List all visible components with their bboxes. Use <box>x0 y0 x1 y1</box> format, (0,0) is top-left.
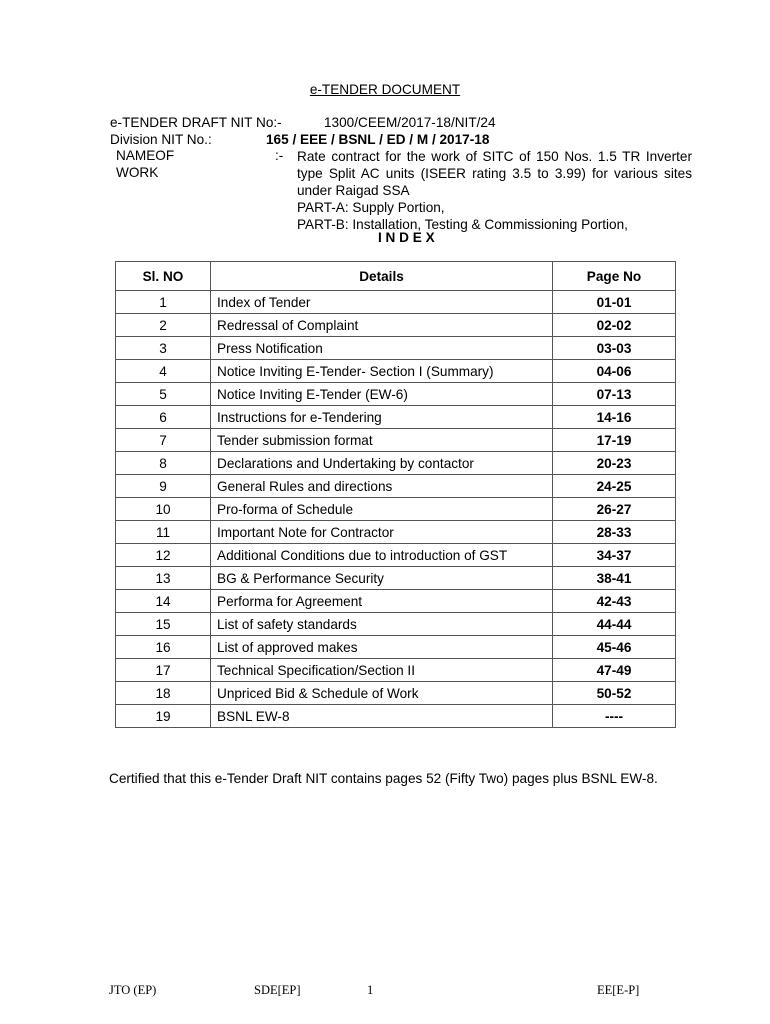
cell-page-no: 34-37 <box>553 544 676 567</box>
table-row <box>116 613 676 636</box>
cell-details: Index of Tender <box>211 291 553 314</box>
cell-details: Notice Inviting E-Tender (EW-6) <box>211 383 553 406</box>
cell-sl-no: 10 <box>116 498 211 521</box>
cell-sl-no: 1 <box>116 291 211 314</box>
cell-sl-no: 13 <box>116 567 211 590</box>
cell-page-no: 38-41 <box>553 567 676 590</box>
index-table-body <box>116 291 676 728</box>
cell-sl-no: 14 <box>116 590 211 613</box>
work-line: under Raigad SSA <box>297 183 410 198</box>
table-row <box>116 475 676 498</box>
table-row <box>116 705 676 728</box>
table-row <box>116 636 676 659</box>
cell-sl-no: 19 <box>116 705 211 728</box>
cell-details: Unpriced Bid & Schedule of Work <box>211 682 553 705</box>
cell-sl-no: 7 <box>116 429 211 452</box>
cell-page-no: 28-33 <box>553 521 676 544</box>
table-row <box>116 567 676 590</box>
table-row <box>116 498 676 521</box>
cell-page-no: ---- <box>553 705 676 728</box>
cell-page-no: 45-46 <box>553 636 676 659</box>
work-line: PART-A: Supply Portion, <box>297 200 445 215</box>
cell-details: Notice Inviting E-Tender- Section I (Summary) <box>211 360 553 383</box>
table-row <box>116 521 676 544</box>
cell-sl-no: 2 <box>116 314 211 337</box>
index-table <box>115 261 676 728</box>
cell-sl-no: 16 <box>116 636 211 659</box>
cell-page-no: 03-03 <box>553 337 676 360</box>
header-sl-no: Sl. NO <box>116 262 211 291</box>
cell-sl-no: 17 <box>116 659 211 682</box>
work-line: type Split AC units (ISEER rating 3.5 to 3.99) for various sites <box>297 166 692 181</box>
nit-value: 1300/CEEM/2017-18/NIT/24 <box>324 115 496 130</box>
cell-sl-no: 12 <box>116 544 211 567</box>
footer-jto: JTO (EP) <box>109 983 157 997</box>
header-details: Details <box>211 262 553 291</box>
table-row <box>116 590 676 613</box>
cell-sl-no: 15 <box>116 613 211 636</box>
work-line: Rate contract for the work of SITC of 150 Nos. 1.5 TR Inverter <box>297 149 692 164</box>
cell-details: List of approved makes <box>211 636 553 659</box>
footer-ee: EE[E-P] <box>597 983 640 997</box>
index-heading: I N D E X <box>378 230 435 245</box>
cell-page-no: 07-13 <box>553 383 676 406</box>
cell-page-no: 04-06 <box>553 360 676 383</box>
cell-details: Important Note for Contractor <box>211 521 553 544</box>
index-table-header <box>116 262 676 291</box>
cell-page-no: 17-19 <box>553 429 676 452</box>
division-label: Division NIT No.: <box>110 132 212 147</box>
work-line: PART-B: Installation, Testing & Commissioning Portion, <box>297 217 628 232</box>
cell-details: BSNL EW-8 <box>211 705 553 728</box>
cell-sl-no: 18 <box>116 682 211 705</box>
name-of-work-separator: :- <box>275 148 284 163</box>
cell-page-no: 01-01 <box>553 291 676 314</box>
cell-details: BG & Performance Security <box>211 567 553 590</box>
name-of-work-label-line2: WORK <box>116 165 159 180</box>
cell-page-no: 26-27 <box>553 498 676 521</box>
footer-page-number: 1 <box>367 983 374 997</box>
division-value: 165 / EEE / BSNL / ED / M / 2017-18 <box>266 132 490 147</box>
table-row <box>116 659 676 682</box>
cell-sl-no: 8 <box>116 452 211 475</box>
cell-page-no: 24-25 <box>553 475 676 498</box>
table-row <box>116 383 676 406</box>
cell-sl-no: 4 <box>116 360 211 383</box>
name-of-work-label-line1: NAMEOF <box>116 148 175 163</box>
cell-page-no: 44-44 <box>553 613 676 636</box>
cell-details: Pro-forma of Schedule <box>211 498 553 521</box>
cell-sl-no: 3 <box>116 337 211 360</box>
certification-text: Certified that this e-Tender Draft NIT contains pages 52 (Fifty Two) pages plus BSNL EW-8. <box>109 771 658 786</box>
cell-details: List of safety standards <box>211 613 553 636</box>
cell-details: Redressal of Complaint <box>211 314 553 337</box>
table-row <box>116 452 676 475</box>
table-row <box>116 406 676 429</box>
name-of-work-text <box>297 148 692 233</box>
cell-page-no: 02-02 <box>553 314 676 337</box>
cell-page-no: 20-23 <box>553 452 676 475</box>
cell-details: Performa for Agreement <box>211 590 553 613</box>
table-row <box>116 337 676 360</box>
table-row <box>116 682 676 705</box>
cell-details: Instructions for e-Tendering <box>211 406 553 429</box>
cell-page-no: 47-49 <box>553 659 676 682</box>
table-row <box>116 314 676 337</box>
table-row <box>116 291 676 314</box>
cell-details: Tender submission format <box>211 429 553 452</box>
cell-page-no: 14-16 <box>553 406 676 429</box>
cell-details: Technical Specification/Section II <box>211 659 553 682</box>
cell-details: General Rules and directions <box>211 475 553 498</box>
table-row <box>116 544 676 567</box>
cell-sl-no: 9 <box>116 475 211 498</box>
cell-sl-no: 11 <box>116 521 211 544</box>
footer-sde: SDE[EP] <box>254 983 301 997</box>
document-title: e-TENDER DOCUMENT <box>309 82 461 97</box>
cell-details: Additional Conditions due to introduction of GST <box>211 544 553 567</box>
cell-page-no: 50-52 <box>553 682 676 705</box>
cell-page-no: 42-43 <box>553 590 676 613</box>
cell-sl-no: 6 <box>116 406 211 429</box>
cell-details: Press Notification <box>211 337 553 360</box>
table-row <box>116 429 676 452</box>
header-page-no: Page No <box>553 262 676 291</box>
nit-label: e-TENDER DRAFT NIT No:- <box>110 115 282 130</box>
cell-details: Declarations and Undertaking by contactor <box>211 452 553 475</box>
table-row <box>116 360 676 383</box>
cell-sl-no: 5 <box>116 383 211 406</box>
